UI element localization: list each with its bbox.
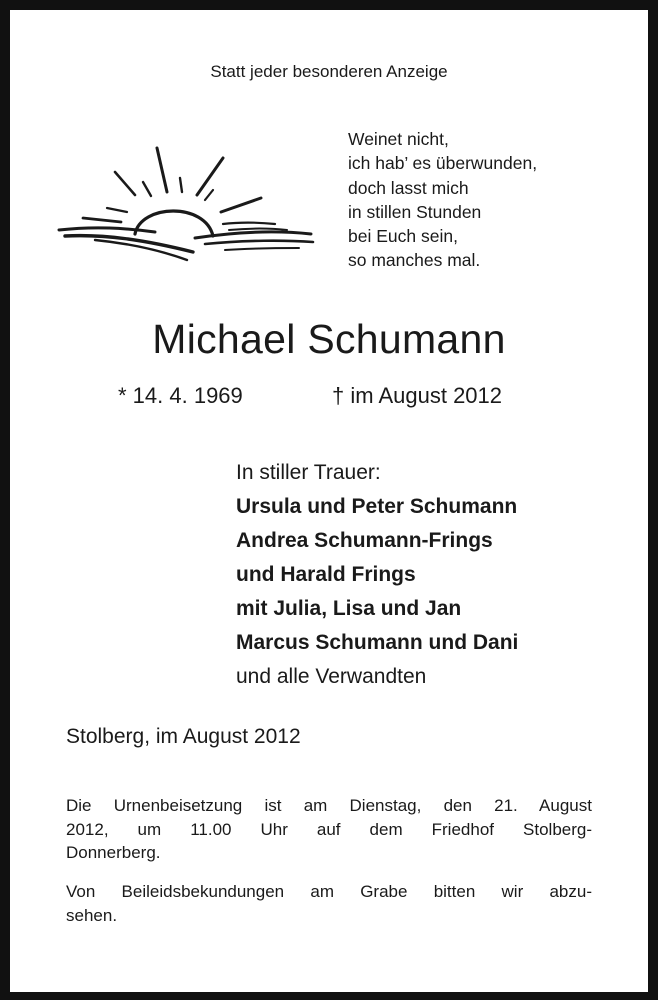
death-date: † im August 2012 [332, 383, 503, 408]
burial-notice-line: 2012, um 11.00 Uhr auf dem Friedhof Stolberg- [66, 819, 592, 839]
mourner-name: und Harald Frings [236, 563, 416, 586]
place-date: Stolberg, im August 2012 [66, 725, 301, 748]
poem [348, 127, 648, 273]
condolence-notice [66, 880, 592, 927]
poem-line: in stillen Stunden [348, 201, 482, 222]
poem-line: bei Euch sein, [348, 226, 458, 247]
condolence-notice-line: sehen. [66, 905, 118, 925]
mourners-closing: und alle Verwandten [236, 665, 427, 688]
poem-line: Weinet nicht, [348, 129, 449, 149]
poem-line: ich hab’ es überwunden, [348, 153, 538, 174]
deceased-name: Michael Schumann [152, 316, 506, 362]
poem-line: so manches mal. [348, 250, 481, 271]
sunrise-icon [55, 140, 320, 270]
header-title: Statt jeder besonderen Anzeige [210, 62, 448, 81]
mourner-name: mit Julia, Lisa und Jan [236, 597, 462, 620]
mourner-name: Ursula und Peter Schumann [236, 495, 518, 518]
poem-line: doch lasst mich [348, 177, 469, 198]
mourners-intro: In stiller Trauer: [236, 461, 381, 484]
burial-notice-line: Die Urnenbeisetzung ist am Dienstag, den 21. August [66, 796, 592, 815]
birth-date: * 14. 4. 1969 [118, 383, 243, 408]
mourner-name: Andrea Schumann-Frings [236, 529, 493, 552]
mourner-name: Marcus Schumann und Dani [236, 631, 519, 654]
burial-notice-line: Donnerberg. [66, 843, 161, 862]
condolence-notice-line: Von Beileidsbekundungen am Grabe bitten wir abzu- [66, 882, 592, 901]
burial-notice [66, 794, 592, 865]
mourners-block [236, 456, 518, 694]
